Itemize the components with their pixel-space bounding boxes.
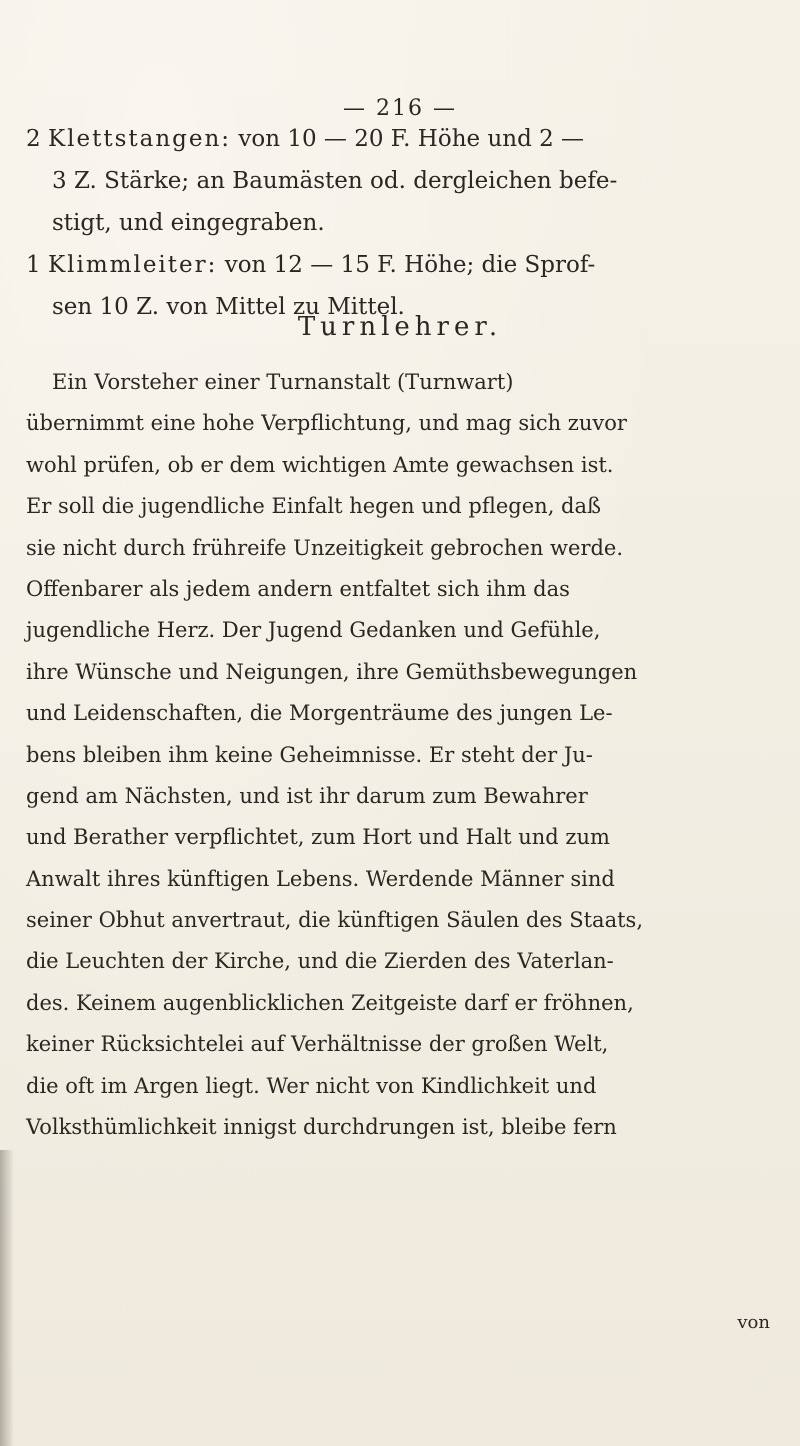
- body-paragraph: [26, 362, 786, 1148]
- entry-line: stigt, und eingegraben.: [52, 210, 325, 236]
- entry-text: von 12 — 15 F. Höhe; die Sprof-: [224, 252, 596, 278]
- paragraph-line: des. Keinem augenblicklichen Zeitgeiste darf er fröhnen,: [26, 990, 634, 1015]
- paragraph-line: und Leidenschaften, die Morgenträume des jungen Le-: [26, 701, 613, 726]
- paragraph-line: die Leuchten der Kirche, und die Zierden des Vaterlan-: [26, 949, 614, 974]
- paragraph-line: gend am Nächsten, und ist ihr darum zum Bewahrer: [26, 783, 588, 808]
- entry-line: [26, 244, 771, 286]
- paragraph-line: Offenbarer als jedem andern entfaltet sich ihm das: [26, 576, 570, 601]
- paragraph-line: ihre Wünsche und Neigungen, ihre Gemüthsbewegungen: [26, 659, 638, 684]
- entry-term: Klettstangen:: [47, 126, 232, 152]
- paragraph-line: sie nicht durch frühreife Unzeitigkeit gebrochen werde.: [26, 535, 624, 560]
- paragraph-line: Volksthümlichkeit innigst durchdrungen ist, bleibe fern: [26, 1115, 617, 1140]
- entry-line: [26, 118, 771, 160]
- paragraph-line: seiner Obhut anvertraut, die künftigen Säulen des Staats,: [26, 908, 643, 933]
- section-heading: Turnlehrer.: [297, 312, 503, 342]
- paragraph-line: übernimmt eine hohe Verpflichtung, und mag sich zuvor: [26, 411, 627, 436]
- paragraph-line: Er soll die jugendliche Einfalt hegen und pflegen, daß: [26, 494, 602, 519]
- paragraph-line: bens bleiben ihm keine Geheimnisse. Er steht der Ju-: [26, 742, 593, 767]
- entry-text: von 10 — 20 F. Höhe und 2 —: [238, 126, 585, 152]
- entry-klettstangen: [26, 118, 771, 244]
- paragraph-line: die oft im Argen liegt. Wer nicht von Kindlichkeit und: [26, 1073, 597, 1098]
- entry-line: 3 Z. Stärke; an Baumästen od. dergleichen befe-: [52, 168, 618, 194]
- paragraph-line: jugendliche Herz. Der Jugend Gedanken und Gefühle,: [26, 618, 601, 643]
- entry-number: 1: [26, 252, 41, 278]
- entry-number: 2: [26, 126, 41, 152]
- paragraph-line: Ein Vorsteher einer Turnanstalt (Turnwart): [52, 370, 514, 394]
- paragraph-line: wohl prüfen, ob er dem wichtigen Amte gewachsen ist.: [26, 452, 614, 477]
- page-number: — 216 —: [343, 96, 457, 121]
- paragraph-line: und Berather verpflichtet, zum Hort und Halt und zum: [26, 825, 610, 850]
- paragraph-line: keiner Rücksichtelei auf Verhältnisse der großen Welt,: [26, 1032, 609, 1057]
- entry-term: Klimmleiter:: [47, 252, 218, 278]
- paragraph-line: Anwalt ihres künftigen Lebens. Werdende Männer sind: [26, 866, 615, 891]
- entry-line: sen 10 Z. von Mittel zu Mittel.: [52, 294, 405, 320]
- catchword: von: [737, 1312, 770, 1333]
- page-edge-shadow: [0, 1150, 14, 1446]
